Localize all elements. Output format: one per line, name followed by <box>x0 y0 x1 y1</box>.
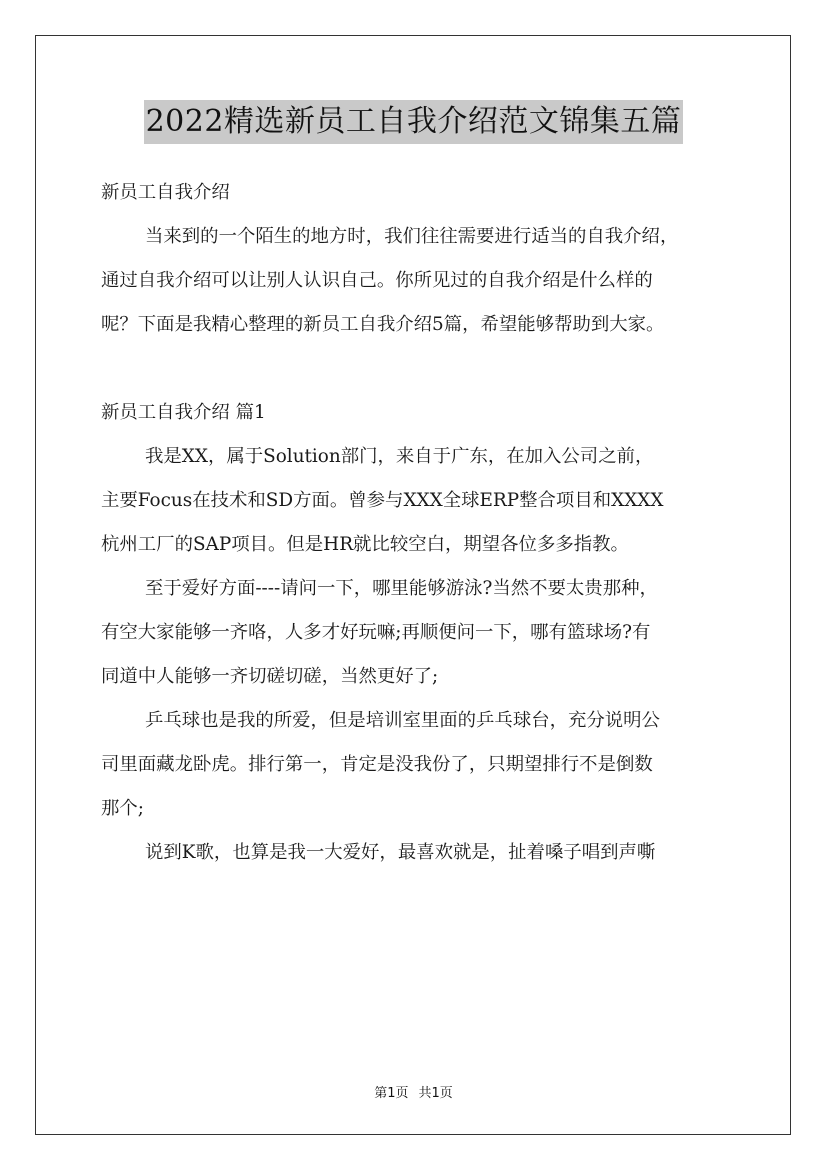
paragraph-line: 有空大家能够一齐咯，人多才好玩嘛;再顺便问一下，哪有篮球场?有 <box>101 622 651 643</box>
paragraph-line: 杭州工厂的SAP项目。但是HR就比较空白，期望各位多多指教。 <box>101 534 629 555</box>
section-heading: 新员工自我介绍 <box>101 182 230 203</box>
page-number: 第1页 <box>374 1086 409 1101</box>
paragraph-line: 说到K歌，也算是我一大爱好，最喜欢就是，扯着嗓子唱到声嘶 <box>145 842 656 863</box>
paragraph-line: 乒乓球也是我的所爱，但是培训室里面的乒乓球台，充分说明公 <box>145 710 660 731</box>
paragraph-gap <box>101 347 741 391</box>
page-footer <box>0 1082 827 1101</box>
paragraph-line: 那个; <box>101 798 144 819</box>
page-total: 共1页 <box>418 1086 453 1101</box>
paragraph-line: 同道中人能够一齐切磋切磋，当然更好了; <box>101 666 439 687</box>
intro-line: 呢？下面是我精心整理的新员工自我介绍5篇，希望能够帮助到大家。 <box>101 314 665 335</box>
paragraph-line: 至于爱好方面----请问一下，哪里能够游泳?当然不要太贵那种， <box>145 578 658 599</box>
paragraph-line: 司里面藏龙卧虎。排行第一，肯定是没我份了，只期望排行不是倒数 <box>101 754 653 775</box>
intro-line: 当来到的一个陌生的地方时，我们往往需要进行适当的自我介绍， <box>145 226 679 247</box>
document-title: 2022精选新员工自我介绍范文锦集五篇 <box>144 100 684 144</box>
paragraph-line: 主要Focus在技术和SD方面。曾参与XXX全球ERP整合项目和XXXX <box>101 490 664 511</box>
title-container <box>0 100 827 144</box>
section-heading: 新员工自我介绍 篇1 <box>101 402 266 423</box>
paragraph-line: 我是XX，属于Solution部门，来自于广东，在加入公司之前， <box>145 446 654 467</box>
intro-line: 通过自我介绍可以让别人认识自己。你所见过的自我介绍是什么样的 <box>101 270 653 291</box>
document-body <box>101 171 741 875</box>
